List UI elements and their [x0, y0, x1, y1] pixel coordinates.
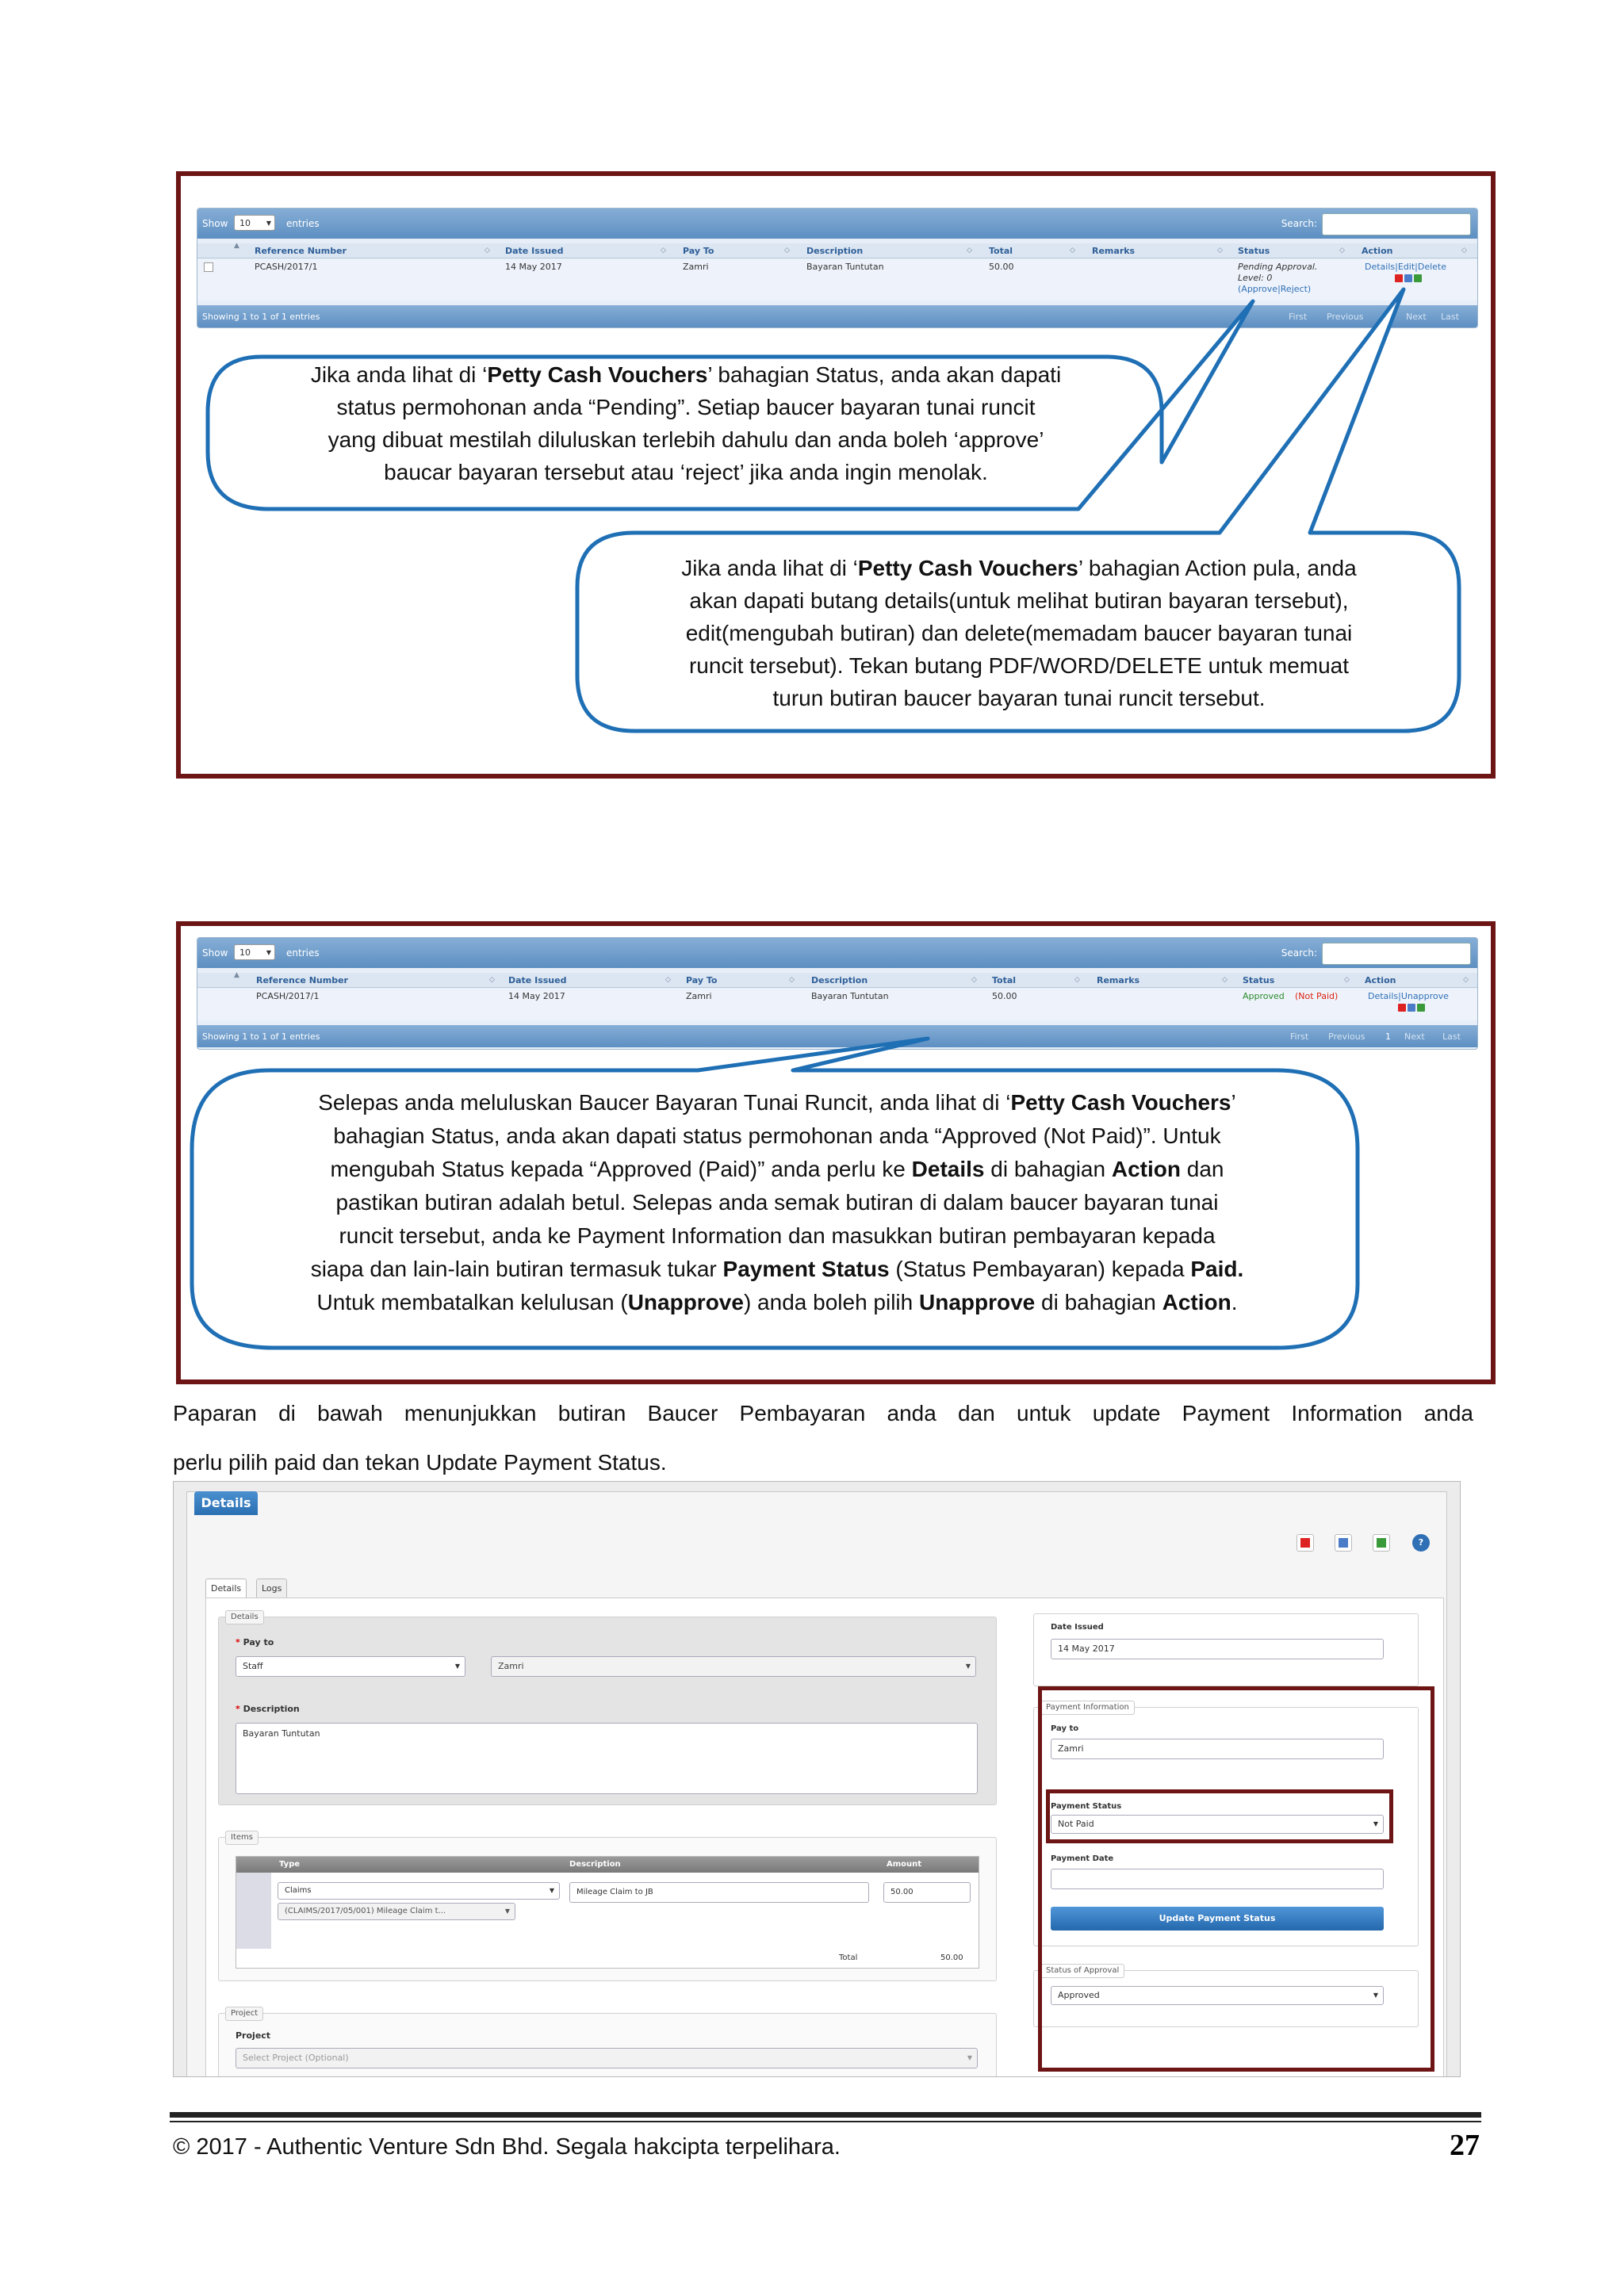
sort-icon: ◇ [789, 976, 795, 984]
pager-next[interactable]: Next [1406, 312, 1427, 322]
paragraph-line-1: Paparan di bawah menunjukkan butiran Baucer Pembayaran anda dan untuk update Payment Information anda [173, 1401, 1473, 1425]
items-col-description: Description [569, 1860, 621, 1869]
cell-total: 50.00 [989, 262, 1014, 272]
item-reference-select[interactable]: (CLAIMS/2017/05/001) Mileage Claim t... ▼ [278, 1903, 515, 1920]
cell-description: Bayaran Tuntutan [806, 262, 884, 272]
cell-status-not-paid: (Not Paid) [1295, 991, 1339, 1001]
sort-icon: ◇ [489, 976, 495, 984]
col-status[interactable]: Status [1238, 246, 1270, 256]
word-icon[interactable] [1408, 1004, 1415, 1012]
action-links[interactable]: Details|Unapprove [1368, 991, 1449, 1001]
col-total[interactable]: Total [989, 246, 1013, 256]
items-col-type: Type [279, 1860, 301, 1869]
footer-info: Showing 1 to 1 of 1 entries [202, 1031, 320, 1042]
sort-icon: ◇ [1217, 247, 1223, 254]
pi-pay-to-label: Pay to [1051, 1724, 1079, 1733]
cell-status-line2: Level: 0 [1238, 273, 1273, 283]
col-total[interactable]: Total [992, 975, 1017, 985]
bubble-action-text: Jika anda lihat di ‘Petty Cash Vouchers’ bahagian Action pula, anda akan dapati butang details(untuk melihat butiran bayaran tersebut), edit(mengubah butiran) dan delete(memadam baucer bayaran tunai runcit tersebut). Tekan butang PDF/WORD/DELETE untuk memuat turun butiran baucer bayaran tunai runcit tersebut. [681, 556, 1357, 710]
show-label: Show [202, 218, 228, 229]
item-type-select[interactable]: Claims ▼ [278, 1882, 560, 1900]
body-paragraph [173, 1389, 1473, 1487]
cell-reference: PCASH/2017/1 [255, 262, 318, 272]
col-status[interactable]: Status [1243, 975, 1275, 985]
sort-icon: ◇ [665, 976, 671, 984]
cell-reference: PCASH/2017/1 [256, 991, 320, 1001]
sort-icon: ◇ [1339, 247, 1345, 254]
details-screenshot [173, 1481, 1461, 2077]
cell-description: Bayaran Tuntutan [811, 991, 889, 1001]
payment-status-label: Payment Status [1051, 1802, 1122, 1811]
date-issued-input[interactable]: 14 May 2017 [1051, 1639, 1384, 1659]
copyright-text: © 2017 - Authentic Venture Sdn Bhd. Segala hakcipta terpelihara. [173, 2134, 841, 2160]
entries-label: entries [286, 947, 320, 959]
cell-pay-to: Zamri [683, 262, 709, 272]
col-date-issued[interactable]: Date Issued [508, 975, 567, 985]
show-label: Show [202, 947, 228, 959]
col-pay-to[interactable]: Pay To [683, 246, 714, 256]
footer-rule-thick [170, 2112, 1481, 2118]
col-remarks[interactable]: Remarks [1097, 975, 1140, 985]
payment-status-select[interactable]: Not Paid ▼ [1051, 1815, 1384, 1834]
pay-to-name-select[interactable]: Zamri ▼ [491, 1656, 976, 1677]
pager-first[interactable]: First [1290, 1031, 1309, 1042]
payment-information-legend: Payment Information [1040, 1701, 1135, 1715]
cell-status-approved: Approved [1243, 991, 1285, 1001]
pager-previous[interactable]: Previous [1328, 1031, 1365, 1042]
items-legend: Items [225, 1831, 259, 1845]
entries-select[interactable]: 10 ▼ [234, 215, 275, 231]
update-payment-status-button[interactable]: Update Payment Status [1051, 1907, 1384, 1931]
date-issued-label: Date Issued [1051, 1623, 1104, 1632]
sort-icon: ◇ [1344, 976, 1350, 984]
export-icons[interactable] [1398, 1002, 1427, 1012]
paragraph-line-2: perlu pilih paid dan tekan Update Payment Status. [173, 1450, 667, 1475]
pay-to-label: * Pay to [236, 1637, 274, 1647]
excel-icon[interactable] [1417, 1004, 1425, 1012]
col-description[interactable]: Description [806, 246, 864, 256]
table-header [197, 973, 1477, 988]
word-icon[interactable] [1335, 1534, 1352, 1552]
pager-first[interactable]: First [1289, 312, 1308, 322]
pager-previous[interactable]: Previous [1327, 312, 1364, 322]
cell-total: 50.00 [992, 991, 1017, 1001]
cell-date: 14 May 2017 [505, 262, 562, 272]
sort-icon: ◇ [485, 247, 490, 254]
entries-label: entries [286, 218, 320, 229]
sort-icon: ◇ [661, 247, 666, 254]
sort-icon: ▲ [234, 242, 239, 250]
approve-reject-links[interactable]: (Approve|Reject) [1238, 284, 1312, 294]
search-label: Search: [1281, 218, 1317, 229]
item-amount-input[interactable]: 50.00 [883, 1882, 971, 1903]
items-col-amount: Amount [887, 1860, 922, 1869]
payment-date-label: Payment Date [1051, 1854, 1114, 1863]
col-pay-to[interactable]: Pay To [686, 975, 718, 985]
items-gutter [236, 1873, 271, 1949]
sort-icon: ◇ [1074, 976, 1080, 984]
cell-pay-to: Zamri [686, 991, 712, 1001]
bubble-status-text: Jika anda lihat di ‘Petty Cash Vouchers’ bahagian Status, anda akan dapati status permohonan anda “Pending”. Setiap baucer bayaran tunai runcit yang dibuat mestilah diluluskan terlebih dahulu dan anda boleh ‘approve’ baucar bayaran tersebut atau ‘reject’ jika anda ingin menolak. [310, 362, 1062, 484]
pdf-icon[interactable] [1297, 1534, 1314, 1552]
project-label: Project [236, 2030, 271, 2041]
footer-rule-thin [170, 2121, 1481, 2122]
table-toolbar [197, 938, 1477, 968]
help-icon[interactable]: ? [1412, 1534, 1430, 1552]
pager-last[interactable]: Last [1442, 1031, 1461, 1042]
col-action[interactable]: Action [1362, 246, 1393, 256]
pi-pay-to-input[interactable]: Zamri [1051, 1739, 1384, 1759]
sort-icon: ◇ [1461, 247, 1467, 254]
search-input[interactable] [1322, 943, 1471, 965]
status-of-approval-select[interactable]: Approved ▼ [1051, 1986, 1384, 2005]
search-label: Search: [1281, 947, 1317, 959]
col-date-issued[interactable]: Date Issued [505, 246, 564, 256]
payment-information-highlight [1038, 1686, 1434, 2072]
sort-icon: ◇ [967, 247, 972, 254]
pdf-icon[interactable] [1398, 1004, 1406, 1012]
sort-icon: ◇ [1070, 247, 1075, 254]
items-table-header [236, 1857, 979, 1873]
action-links[interactable]: Details|Edit|Delete [1365, 262, 1446, 272]
sort-icon: ▲ [234, 971, 239, 979]
excel-icon[interactable] [1373, 1534, 1390, 1552]
item-description-input[interactable]: Mileage Claim to JB [569, 1882, 869, 1903]
pager-page-1[interactable]: 1 [1385, 1031, 1391, 1042]
col-description[interactable]: Description [811, 975, 868, 985]
col-reference[interactable]: Reference Number [256, 975, 348, 985]
project-select[interactable]: Select Project (Optional) ▼ [236, 2048, 978, 2068]
footer-info: Showing 1 to 1 of 1 entries [202, 312, 320, 322]
total-value: 50.00 [940, 1954, 963, 1962]
cell-date: 14 May 2017 [508, 991, 565, 1001]
col-reference[interactable]: Reference Number [255, 246, 347, 256]
items-table [236, 1856, 979, 1969]
entries-select[interactable]: 10 ▼ [234, 944, 275, 960]
total-label: Total [839, 1954, 858, 1962]
table-row [197, 989, 1477, 1020]
description-label: * Description [236, 1704, 300, 1714]
pager-next[interactable]: Next [1404, 1031, 1425, 1042]
payment-status-highlight [1046, 1789, 1393, 1843]
sort-icon: ◇ [784, 247, 790, 254]
details-legend: Details [225, 1610, 264, 1624]
col-remarks[interactable]: Remarks [1092, 246, 1136, 256]
cell-status-line1: Pending Approval. [1238, 262, 1318, 272]
status-of-approval-legend: Status of Approval [1040, 1964, 1124, 1978]
sort-icon: ◇ [971, 976, 977, 984]
bubble-approved-text: Selepas anda meluluskan Baucer Bayaran Tunai Runcit, anda lihat di ‘Petty Cash Vouchers’ bahagian Status, anda akan dapati status permohonan anda “Approved (Not Paid)”. Untuk mengubah Status kepada “Approved (Paid)” anda perlu ke Details di bahagian Action dan pastikan butiran adalah betul. Selepas anda semak butiran di dalam baucer bayaran tunai runcit tersebut, anda ke Payment Information dan masukkan butiran pembayaran kepada siapa dan lain-lain butiran termasuk tukar Payment Status (Status Pembayaran) kepada Paid. Untuk membatalkan kelulusan (Unapprove) anda boleh pilih Unapprove di bahagian Action. [310, 1090, 1244, 1314]
sort-icon: ◇ [1463, 976, 1469, 984]
description-textarea[interactable]: Bayaran Tuntutan [236, 1723, 978, 1794]
project-legend: Project [225, 2007, 263, 2021]
sort-icon: ◇ [1222, 976, 1228, 984]
pay-to-type-select[interactable]: Staff ▼ [236, 1656, 465, 1677]
tab-details[interactable]: Details [205, 1578, 247, 1598]
tab-logs[interactable]: Logs [256, 1578, 287, 1598]
page-number: 27 [1450, 2129, 1480, 2162]
details-title-tab[interactable]: Details [194, 1491, 258, 1515]
pager-last[interactable]: Last [1441, 312, 1459, 322]
col-action[interactable]: Action [1365, 975, 1396, 985]
